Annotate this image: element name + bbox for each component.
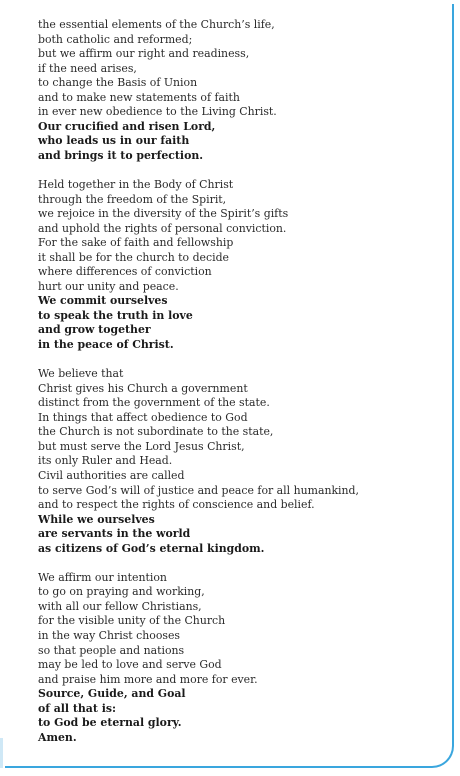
text-line: to change the Basis of Union xyxy=(38,76,198,90)
text-line: so that people and nations xyxy=(38,643,185,657)
text-line: Christ gives his Church a government xyxy=(38,381,248,395)
stanza-1 xyxy=(38,18,443,163)
response-line: Our crucified and risen Lord, xyxy=(38,119,216,133)
stanza-3 xyxy=(38,367,443,556)
text-line: to serve God’s will of justice and peace for all humankind, xyxy=(38,483,359,497)
text-line: in the way Christ chooses xyxy=(38,628,180,642)
text-line: both catholic and reformed; xyxy=(38,32,193,46)
text-line: the essential elements of the Church’s life, xyxy=(38,18,275,31)
response-line: We commit ourselves xyxy=(38,294,168,308)
stanza-4 xyxy=(38,571,443,746)
text-line: the Church is not subordinate to the state, xyxy=(38,425,274,439)
text-line: and to make new statements of faith xyxy=(38,90,240,104)
text-line: In things that affect obedience to God xyxy=(38,410,248,424)
response-line: to speak the truth in love xyxy=(38,308,193,322)
response-line: in the peace of Christ. xyxy=(38,338,174,352)
text-line: we rejoice in the diversity of the Spirit’s gifts xyxy=(38,207,289,221)
text-line: We affirm our intention xyxy=(38,570,167,584)
text-line: may be led to love and serve God xyxy=(38,658,222,672)
text-line: its only Ruler and Head. xyxy=(38,454,173,468)
response-line: are servants in the world xyxy=(38,527,191,541)
text-line: it shall be for the church to decide xyxy=(38,250,229,264)
text-line: and to respect the rights of conscience and belief. xyxy=(38,498,315,512)
text-line: for the visible unity of the Church xyxy=(38,614,226,628)
statement-text xyxy=(38,18,443,760)
response-line: to God be eternal glory. xyxy=(38,716,182,730)
frame-edge-mark xyxy=(0,738,3,768)
text-line: and praise him more and more for ever. xyxy=(38,672,258,686)
text-line: hurt our unity and peace. xyxy=(38,279,179,293)
text-line: and uphold the rights of personal conviction. xyxy=(38,221,287,235)
text-line: distinct from the government of the state. xyxy=(38,396,270,410)
response-line: While we ourselves xyxy=(38,512,155,526)
text-line: through the freedom of the Spirit, xyxy=(38,192,227,206)
response-line: as citizens of God’s eternal kingdom. xyxy=(38,541,265,555)
text-line: in ever new obedience to the Living Christ. xyxy=(38,105,277,119)
text-line: but we affirm our right and readiness, xyxy=(38,47,250,61)
text-line: Held together in the Body of Christ xyxy=(38,178,234,192)
text-line: Civil authorities are called xyxy=(38,468,185,482)
text-line: to go on praying and working, xyxy=(38,585,205,599)
response-line: of all that is: xyxy=(38,701,116,715)
text-line: where differences of conviction xyxy=(38,265,212,279)
text-line: For the sake of faith and fellowship xyxy=(38,236,234,250)
text-line: but must serve the Lord Jesus Christ, xyxy=(38,439,245,453)
response-line: who leads us in our faith xyxy=(38,134,190,148)
text-line: with all our fellow Christians, xyxy=(38,599,202,613)
response-line: and brings it to perfection. xyxy=(38,148,204,162)
response-line: Source, Guide, and Goal xyxy=(38,687,186,701)
response-line: and grow together xyxy=(38,323,151,337)
stanza-2 xyxy=(38,178,443,353)
text-line: if the need arises, xyxy=(38,61,137,75)
response-line: Amen. xyxy=(38,730,77,744)
text-line: We believe that xyxy=(38,367,124,381)
